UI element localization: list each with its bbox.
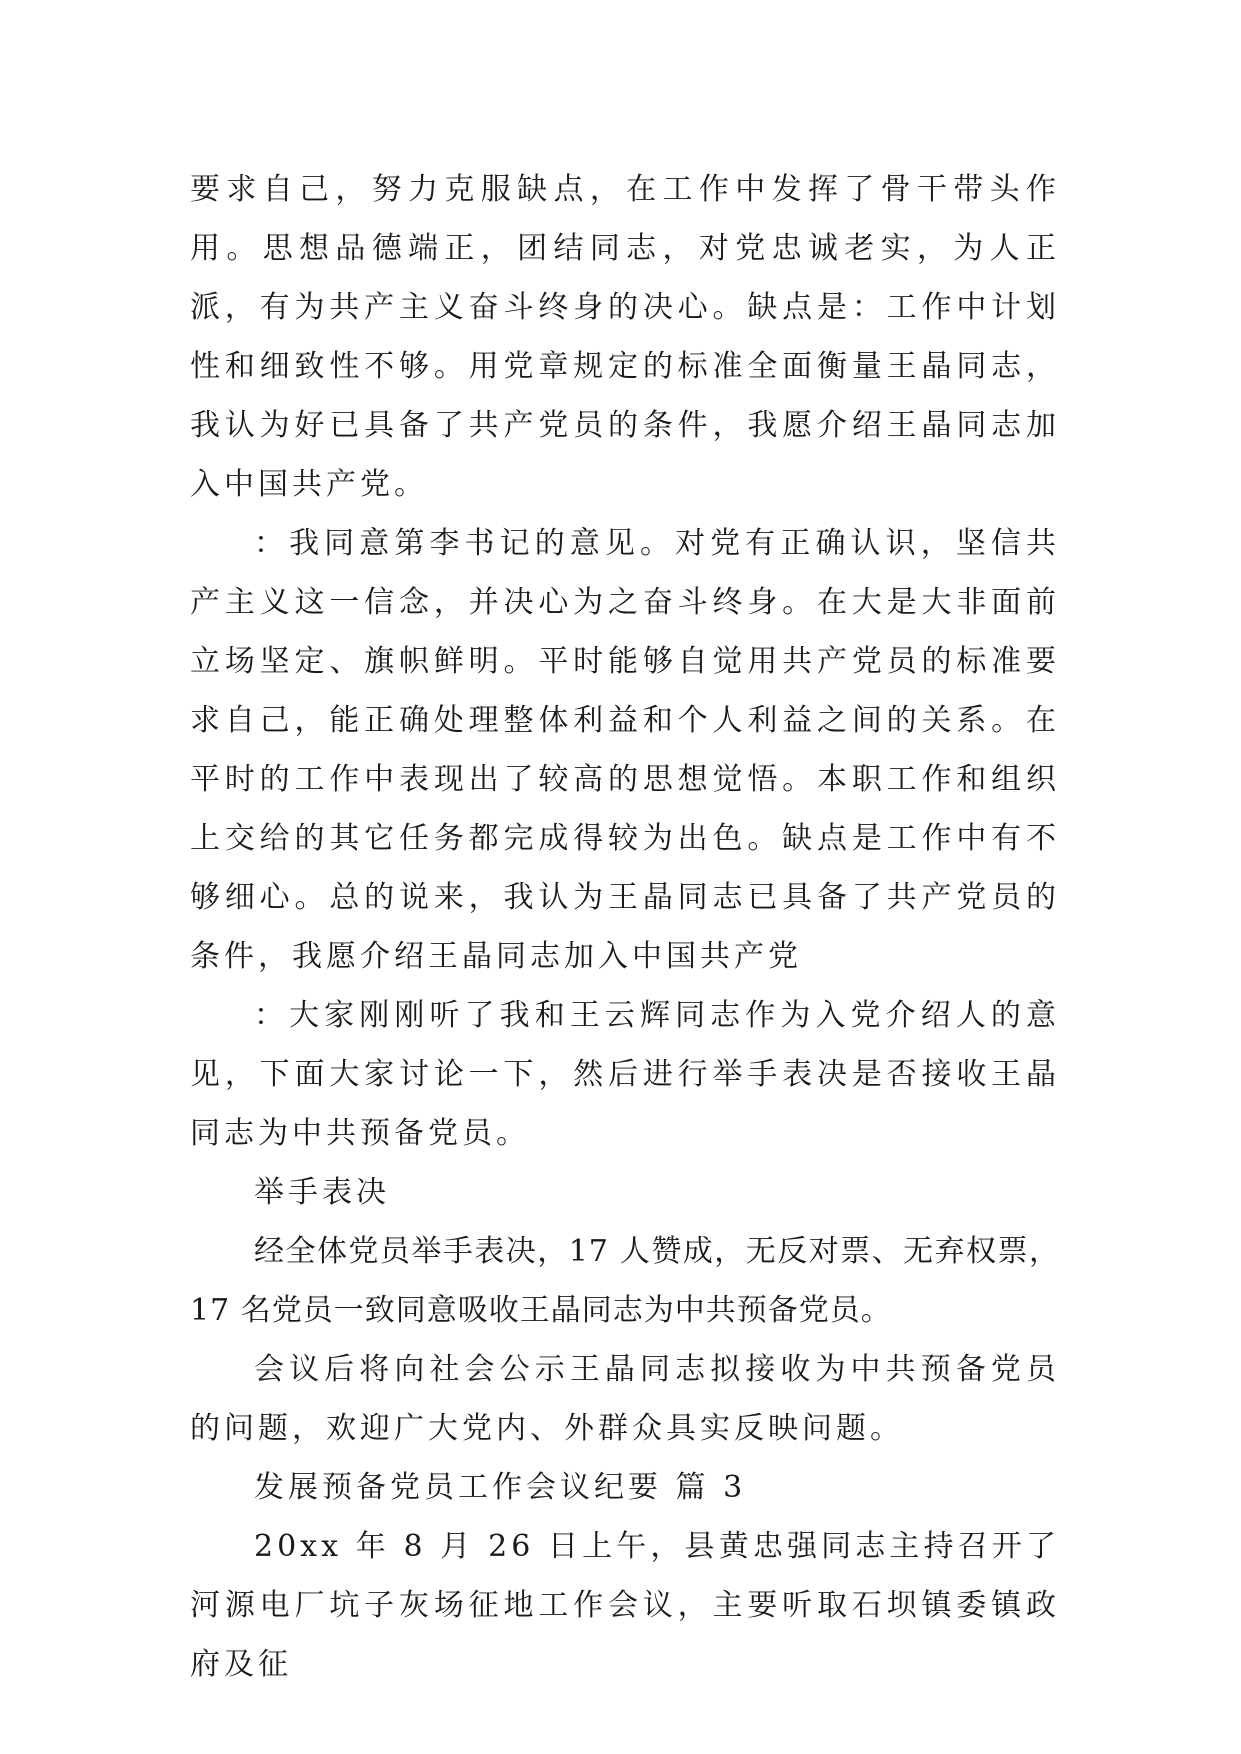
section-heading: 发展预备党员工作会议纪要 篇 3 bbox=[254, 1470, 747, 1505]
paragraph-6: 会议后将向社会公示王晶同志拟接收为中共预备党员的问题，欢迎广大党内、外群众具实反映问题。 bbox=[190, 1352, 1060, 1446]
paragraph-5: 经全体党员举手表决，17 人赞成，无反对票、无弃权票，17 名党员一致同意吸收王晶同志为中共预备党员。 bbox=[190, 1234, 1060, 1328]
paragraph-1: 要求自己，努力克服缺点，在工作中发挥了骨干带头作用。思想品德端正，团结同志，对党忠诚老实，为人正派，有为共产主义奋斗终身的决心。缺点是：工作中计划性和细致性不够。用党章规定的标准全面衡量王晶同志，我认为好已具备了共产党员的条件，我愿介绍王晶同志加入中国共产党。 bbox=[190, 172, 1060, 502]
document-body bbox=[190, 160, 1060, 1694]
paragraph-2: ：我同意第李书记的意见。对党有正确认识，坚信共产主义这一信念，并决心为之奋斗终身。在大是大非面前立场坚定、旗帜鲜明。平时能够自觉用共产党员的标准要求自己，能正确处理整体利益和个人利益之间的关系。在平时的工作中表现出了较高的思想觉悟。本职工作和组织上交给的其它任务都完成得较为出色。缺点是工作中有不够细心。总的说来，我认为王晶同志已具备了共产党员的条件，我愿介绍王晶同志加入中国共产党 bbox=[190, 526, 1060, 974]
paragraph-8: 20xx 年 8 月 26 日上午，县黄忠强同志主持召开了河源电厂坑子灰场征地工作会议，主要听取石坝镇委镇政府及征 bbox=[190, 1529, 1060, 1682]
paragraph-4: 举手表决 bbox=[254, 1175, 390, 1210]
paragraph-3: ：大家刚刚听了我和王云辉同志作为入党介绍人的意见，下面大家讨论一下，然后进行举手表决是否接收王晶同志为中共预备党员。 bbox=[190, 998, 1060, 1151]
